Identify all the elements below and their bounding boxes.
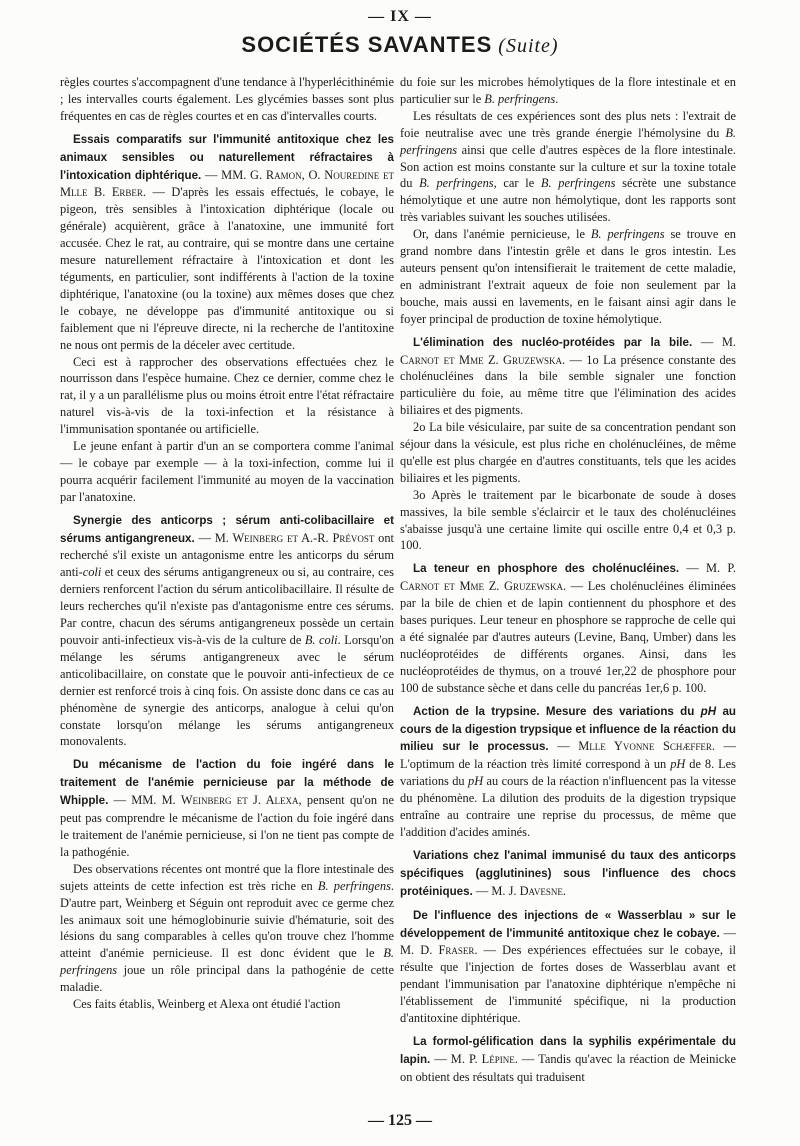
italic-term: pH	[700, 704, 717, 718]
article-body: au cours de la réaction n'influencent pas la vitesse du phénomène. La dilution des produits de la digestion trypsique entraîne au contraire une reprise du processus, de même que l'addition d'acides aminés.	[400, 774, 736, 839]
article-lipid-immunity	[60, 131, 394, 354]
article-phosphore	[400, 560, 736, 696]
article-title: Synergie des anticorps ; sérum anti-colibacillaire et sérums antigangreneux.	[60, 513, 394, 545]
article-title: Action de la trypsine. Mesure des variations du	[413, 704, 701, 718]
italic-term: B. perfringens	[540, 176, 616, 191]
article-body: et ceux des sérums antigangreneux ou si, au contraire, ces derniers renforcent l'action du sérum anticolibacillaire. Il résulte de leurs recherches qu'il n'existe pas d'antagonisme entre ces sérums. Par contre, chacun des sérums antigangreneux possède un certain pouvoir anti-infectieux vis-à-vis de la culture de	[60, 565, 394, 647]
paragraph: 3o Après le traitement par le bicarbonate de soude à doses massives, la bile semble s'éclaircir et le taux des cholénucléines s'abaisse jusqu'à une certaine limite qui oscille entre 0,4 et 0,3 p. 100.	[400, 487, 736, 553]
article-wasserblau	[400, 907, 736, 1027]
text-run: Or, dans l'anémie pernicieuse, le	[413, 227, 591, 242]
article-authors: — Mlle Yvonne Schæffer.	[548, 739, 715, 754]
italic-term: B. coli	[304, 633, 338, 647]
article-foie-ingere	[60, 756, 394, 860]
article-title: Essais comparatifs sur l'immunité antitoxique chez les animaux sensibles ou naturellement réfractaires à l'intoxication diphtérique.	[60, 132, 394, 182]
article-authors: — M. Weinberg et A.-R. Prévost	[194, 530, 375, 545]
paragraph: règles courtes s'accompagnent d'une tendance à l'hyperlécithinémie ; les intervalles courts également. Les glycémies basses sont plus fréquentes en cas de règles courtes et en cas d'intervalles courts.	[60, 75, 394, 123]
right-column	[400, 74, 736, 1086]
article-title: au cours de la digestion trypsique et influence de la réaction du milieu sur le processus.	[400, 704, 736, 754]
article-authors: — M. Carnot et Mme Z. Gruzewska.	[400, 334, 736, 367]
text-run: joue un rôle principal dans la pathogénie de cette maladie.	[60, 963, 394, 995]
paragraph	[400, 74, 736, 108]
article-body: — 1o La présence constante des cholénucléines dans la bile semble signaler une fonction particulière du foie, au même titre que l'élimination des acides biliaires et des pigments.	[400, 352, 736, 418]
article-title: La formol-gélification dans la syphilis expérimentale du lapin.	[400, 1034, 736, 1066]
section-title-suite: (Suite)	[498, 35, 559, 57]
article-trypsine	[400, 703, 736, 841]
page-header	[0, 8, 800, 58]
article-nucleo-proteides	[400, 334, 736, 420]
article-body: ont recherché s'il existe un antagonisme entre les anticorps du sérum anti-	[60, 530, 394, 580]
paragraph: Le jeune enfant à partir d'un an se comportera comme l'animal — le cobaye par exemple — à la toxi-infection, comme lui il pourra acquérir facilement l'immunité au moyen de la vaccination par l'anatoxine.	[60, 439, 394, 504]
italic-term: B. perfringens	[484, 91, 556, 106]
article-body: pensent qu'on ne peut pas comprendre le mécanisme de l'action du foie ingéré dans le traitement de l'anémie pernicieuse, si l'on ne tient pas compte de la pathogénie.	[60, 793, 394, 859]
italic-term: pH	[670, 757, 686, 772]
paragraph	[400, 108, 736, 226]
article-body: de 8. Les variations du	[400, 757, 737, 789]
italic-term: pH	[468, 774, 484, 789]
section-title	[0, 32, 800, 58]
text-run: Des observations récentes ont montré que la flore intestinale des sujets atteints de cette infection est très riche en	[60, 861, 394, 893]
paragraph: 2o La bile vésiculaire, par suite de sa concentration pendant son séjour dans la vésicule, est plus riche en cholénucléines, de même qu'elle est plus chargée en d'autres constituants, tels que les acides biliaires et les pigments.	[400, 420, 736, 485]
article-body: — Les cholénucléines éliminées par la bile de chien et de lapin contiennent du phosphore et des bases puriques. Leur teneur en phosphore se rapproche de celle qui a été signalée par d'autres auteurs (Levine, Banq, Umber) dans les nucléoprotéides de différents organes. Ainsi, dans les nucléoprotéides de thymus, on a trouvé 1er,22 de phosphore pour 100 de substance sèche et dans celle du pancréas 1er,6 p. 100.	[400, 579, 736, 695]
article-body: — Tandis qu'avec la réaction de Meinicke on obtient des résultats qui traduisent	[400, 1051, 736, 1084]
text-run: se trouve en grand nombre dans l'intestin grêle et dans le gros intestin. Les auteurs pensent qu'on intensifierait le traitement de cette maladie, en administrant l'extrait aqueux de foie non seulement par la bouche, mais aussi en lavements, en le faisant ainsi agir dans le foyer principal de production de toxine hémolytique.	[400, 227, 736, 326]
article-authors: — M. P. Lépine.	[430, 1051, 518, 1066]
article-body: — L'optimum de la réaction très limité correspond à un	[400, 739, 736, 772]
page-number: — 125 —	[368, 1112, 432, 1129]
text-run: , car le	[493, 176, 541, 191]
text-run: Les résultats de ces expériences sont des plus nets : l'extrait de foie neutralise avec une très grande énergie l'hémolysine du	[400, 108, 736, 140]
roman-page-number: — IX —	[368, 8, 432, 25]
article-title: L'élimination des nucléo-protéides par la bile.	[413, 335, 693, 349]
article-authors: — M. J. Davesne.	[472, 883, 566, 898]
italic-term: B. perfringens	[590, 227, 665, 242]
article-formol-gelification	[400, 1033, 736, 1086]
section-title-text: SOCIÉTÉS SAVANTES	[241, 32, 493, 57]
italic-term: coli	[82, 565, 102, 580]
text-run: ainsi que celle d'autres espèces de la flore intestinale. Son action est moins constante sur la culture et sur la toxine totale du	[400, 142, 736, 191]
article-authors: — MM. M. Weinberg et J. Alexa,	[108, 793, 302, 808]
text-run: du foie sur les microbes hémolytiques de la flore intestinale et en particulier sur le	[400, 75, 736, 106]
article-title: De l'influence des injections de « Wasserblau » sur le développement de l'immunité antitoxique chez le cobaye.	[400, 908, 736, 940]
paragraph: Ces faits établis, Weinberg et Alexa ont étudié l'action	[73, 997, 341, 1012]
italic-term: B. perfringens	[317, 878, 391, 893]
article-body: — Des expériences effectuées sur le cobaye, il résulte que l'injection de fortes doses de Wasserblau avant et pendant l'immunisation par l'anatoxine diphtérique n'empêche ni l'établissement de l'immunité spécifique, ni la production d'antitoxine diphtérique.	[400, 943, 736, 1026]
article-authors: — M. P. Carnot et Mme Z. Gruzewska.	[400, 561, 736, 594]
italic-term: B. perfringens	[400, 125, 736, 157]
article-title: La teneur en phosphore des cholénucléines.	[413, 562, 680, 576]
text-run: sécrète une substance hémolytique et une autre non hémolytique, dont les rapports sont très variables suivant les souches utilisées.	[400, 176, 736, 225]
italic-term: B. perfringens	[60, 946, 394, 978]
article-authors: — M. D. Fraser.	[400, 925, 736, 958]
italic-term: B. perfringens	[419, 176, 494, 191]
article-title: Variations chez l'animal immunisé du taux des anticorps spécifiques (agglutinines) sous l'influence des chocs protéiniques.	[400, 848, 736, 898]
paragraph	[400, 226, 736, 327]
article-body: . Lorsqu'on mélange les sérums antigangreneux avec le sérum anticolibacillaire, on constate que le pouvoir anti-infectieux de ce dernier est renforcé trois à cinq fois. On assiste donc dans ce cas au phénomène de synergie des anticorps, analogue à celui qu'on constate lorsqu'on mélange les sérums antigangreneux monovalents.	[60, 633, 394, 749]
left-column	[60, 74, 394, 1013]
article-agglutinines	[400, 847, 736, 901]
article-body: — D'après les essais effectués, le cobaye, le pigeon, très sensibles à l'intoxication diphtérique (locale ou générale) acquièrent, grâce à l'anatoxine, une immunité fort accusée. Chez le rat, au contraire, qui se montre dans une certaine mesure naturellement réfractaire à l'intoxication et dont les téguments, en particulier, sont indifférents à l'action de la toxine diphtérique, l'anatoxine (ou la toxine) aux mêmes doses que chez le cobaye, ne développe pas d'immunité antitoxique ou si faiblement que ni l'épreuve directe, ni la recherche de l'antitoxine ne nous ont permis de la déceler avec certitude.	[60, 185, 394, 352]
text-run: .	[555, 91, 559, 106]
article-synergie	[60, 512, 394, 751]
paragraph: Ceci est à rapprocher des observations effectuées chez le nourrisson dans l'espèce humaine. Chez ce dernier, comme chez le rat, il y a un parallélisme plus ou moins étroit entre l'état réfractaire naturel vis-à-vis de la toxi-infection et la résistance à l'immunisation spontanée ou artificielle.	[60, 354, 394, 437]
article-title: Du mécanisme de l'action du foie ingéré dans le traitement de l'anémie pernicieuse par la méthode de Whipple.	[60, 758, 394, 808]
paragraph	[60, 861, 394, 996]
article-authors: — MM. G. Ramon, O. Nouredine et Mlle B. Erber.	[60, 167, 394, 200]
text-run: . D'autre part, Weinberg et Séguin ont reproduit avec ce germe chez les animaux soit une hémoglobinurie suivie d'hématurie, soit des lésions du sang comparables à celles qu'on trouve chez l'homme atteint d'anémie pernicieuse. Il est donc évident que le	[60, 878, 394, 961]
